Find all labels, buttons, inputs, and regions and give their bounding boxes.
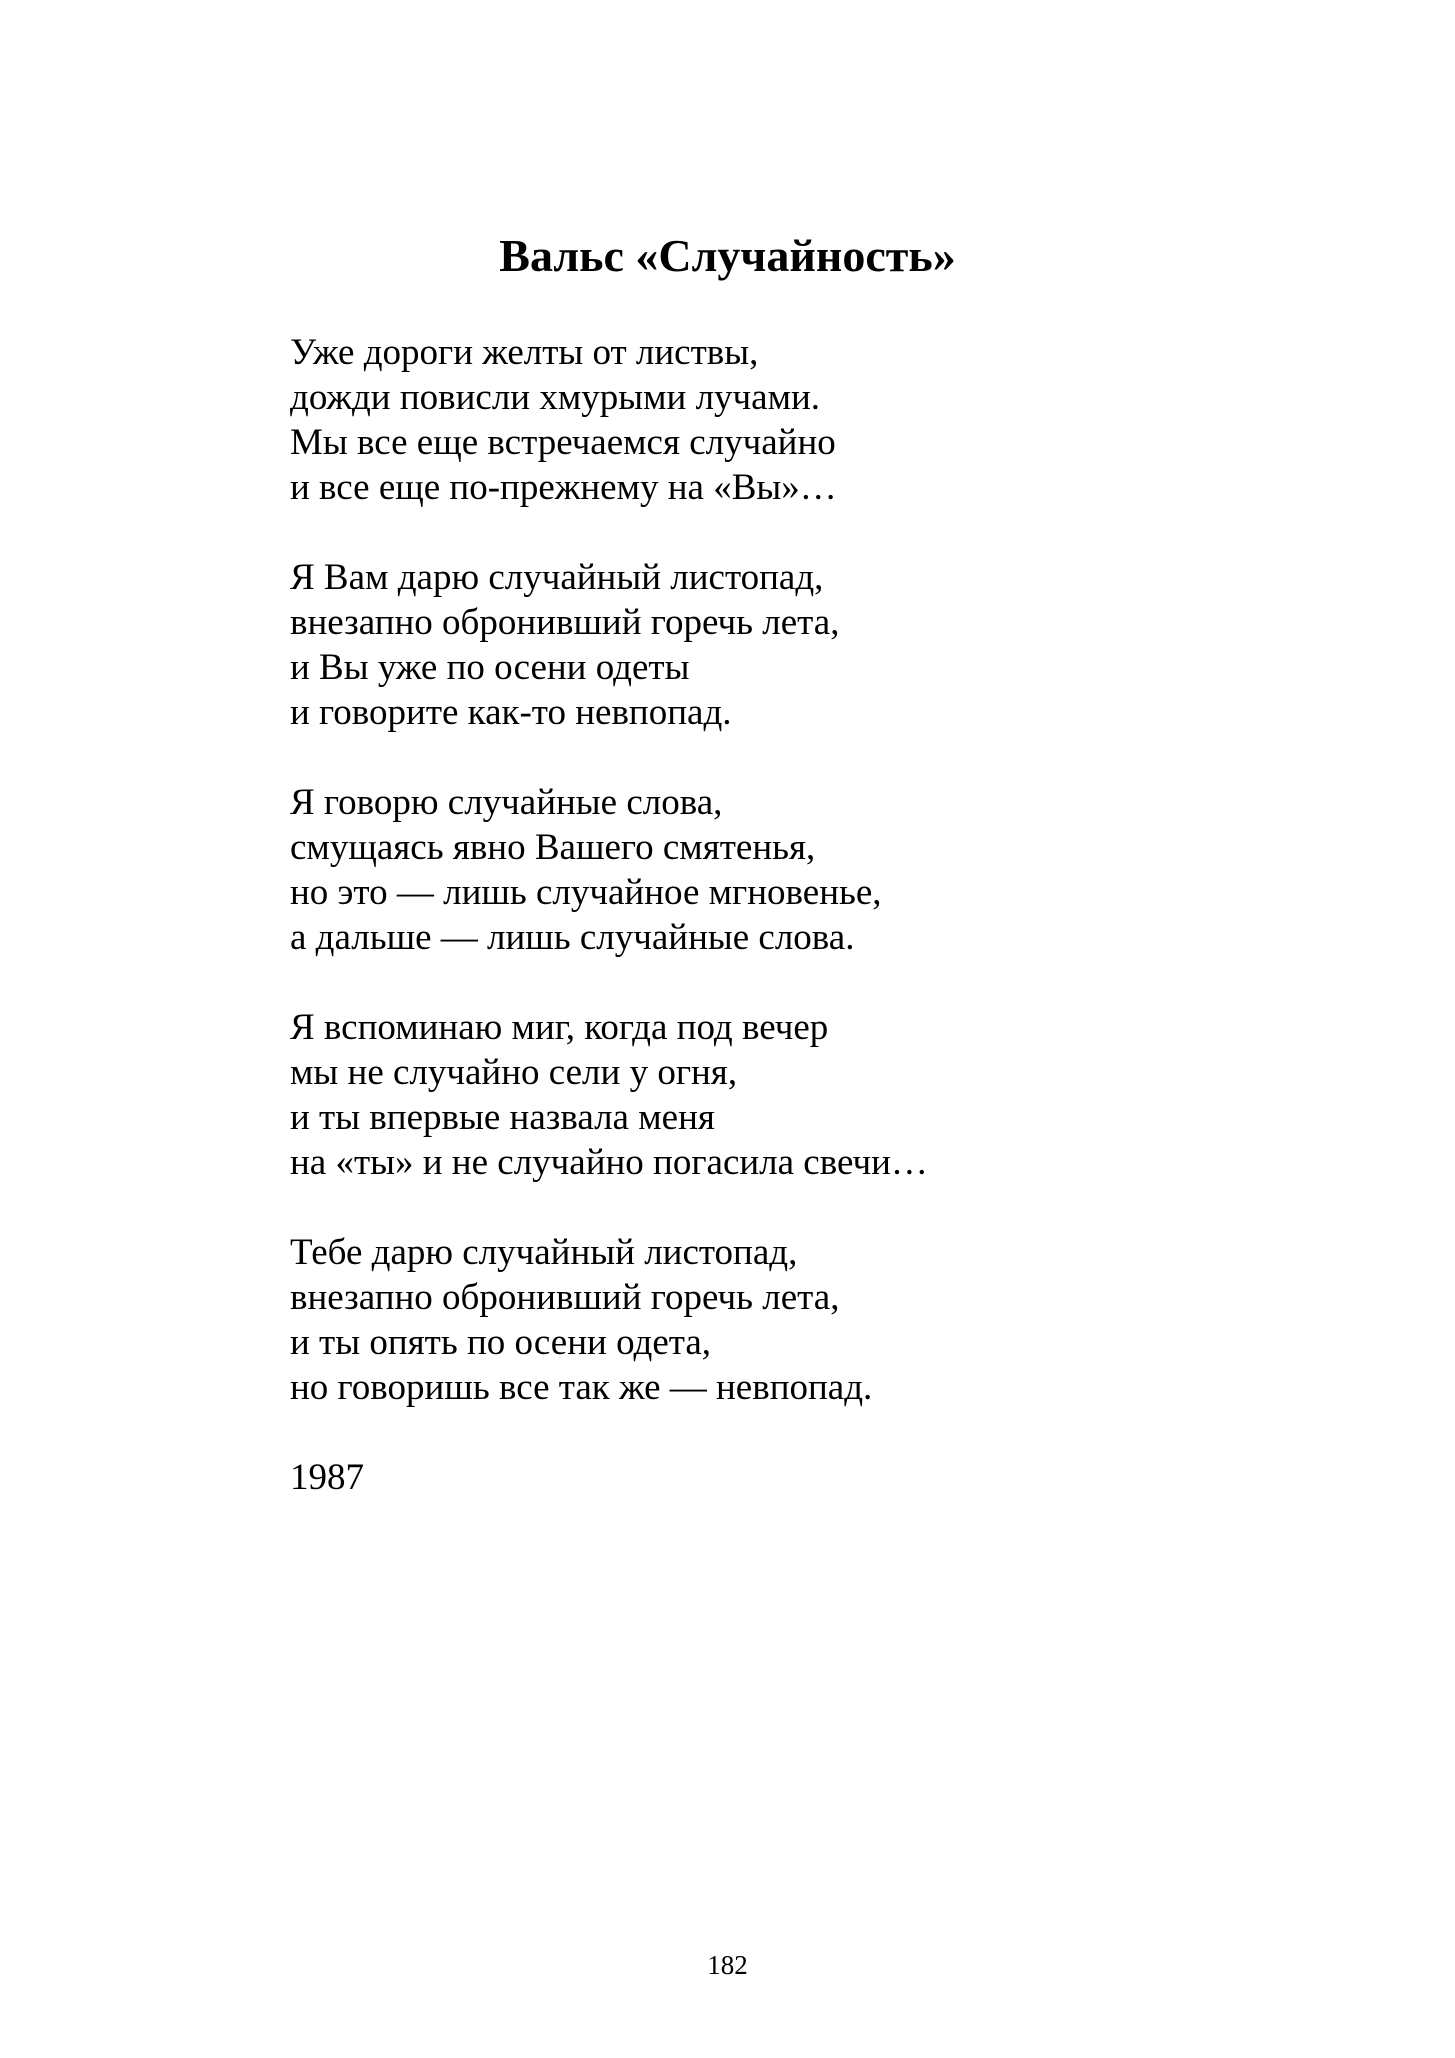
poem-line: на «ты» и не случайно погасила свечи… xyxy=(290,1142,928,1183)
poem-line: внезапно обронивший горечь лета, xyxy=(290,1277,840,1318)
poem-line: Я говорю случайные слова, xyxy=(290,782,723,823)
stanza-5 xyxy=(290,1230,1290,1410)
page-number: 182 xyxy=(707,1950,748,1980)
poem-line: и говорите как-то невпопад. xyxy=(290,692,732,733)
poem-line: Я Вам дарю случайный листопад, xyxy=(290,557,824,598)
poem-line: смущаясь явно Вашего смятенья, xyxy=(290,827,816,868)
stanza-2 xyxy=(290,555,1290,735)
poem-line: Мы все еще встречаемся случайно xyxy=(290,422,836,463)
poem-line: и ты опять по осени одета, xyxy=(290,1322,712,1363)
poem-line: и Вы уже по осени одеты xyxy=(290,647,690,688)
stanza-4 xyxy=(290,1005,1290,1185)
poem-line: но это — лишь случайное мгновенье, xyxy=(290,872,882,913)
poem-line: мы не случайно сели у огня, xyxy=(290,1052,738,1093)
poem-title: Вальс «Случайность» xyxy=(499,230,956,281)
poem-line: дожди повисли хмурыми лучами. xyxy=(290,377,821,418)
stanza-3 xyxy=(290,780,1290,960)
poem-year: 1987 xyxy=(290,1457,364,1498)
poem-line: а дальше — лишь случайные слова. xyxy=(290,917,855,958)
poem-line: и ты впервые назвала меня xyxy=(290,1097,715,1138)
poem-body xyxy=(290,330,1290,1500)
poem-line: Уже дороги желты от листвы, xyxy=(290,332,759,373)
poem-line: и все еще по-прежнему на «Вы»… xyxy=(290,467,837,508)
poem-line: внезапно обронивший горечь лета, xyxy=(290,602,840,643)
poem-line: Я вспоминаю миг, когда под вечер xyxy=(290,1007,829,1048)
stanza-1 xyxy=(290,330,1290,510)
poem-line: но говоришь все так же — невпопад. xyxy=(290,1367,873,1408)
poem-line: Тебе дарю случайный листопад, xyxy=(290,1232,798,1273)
